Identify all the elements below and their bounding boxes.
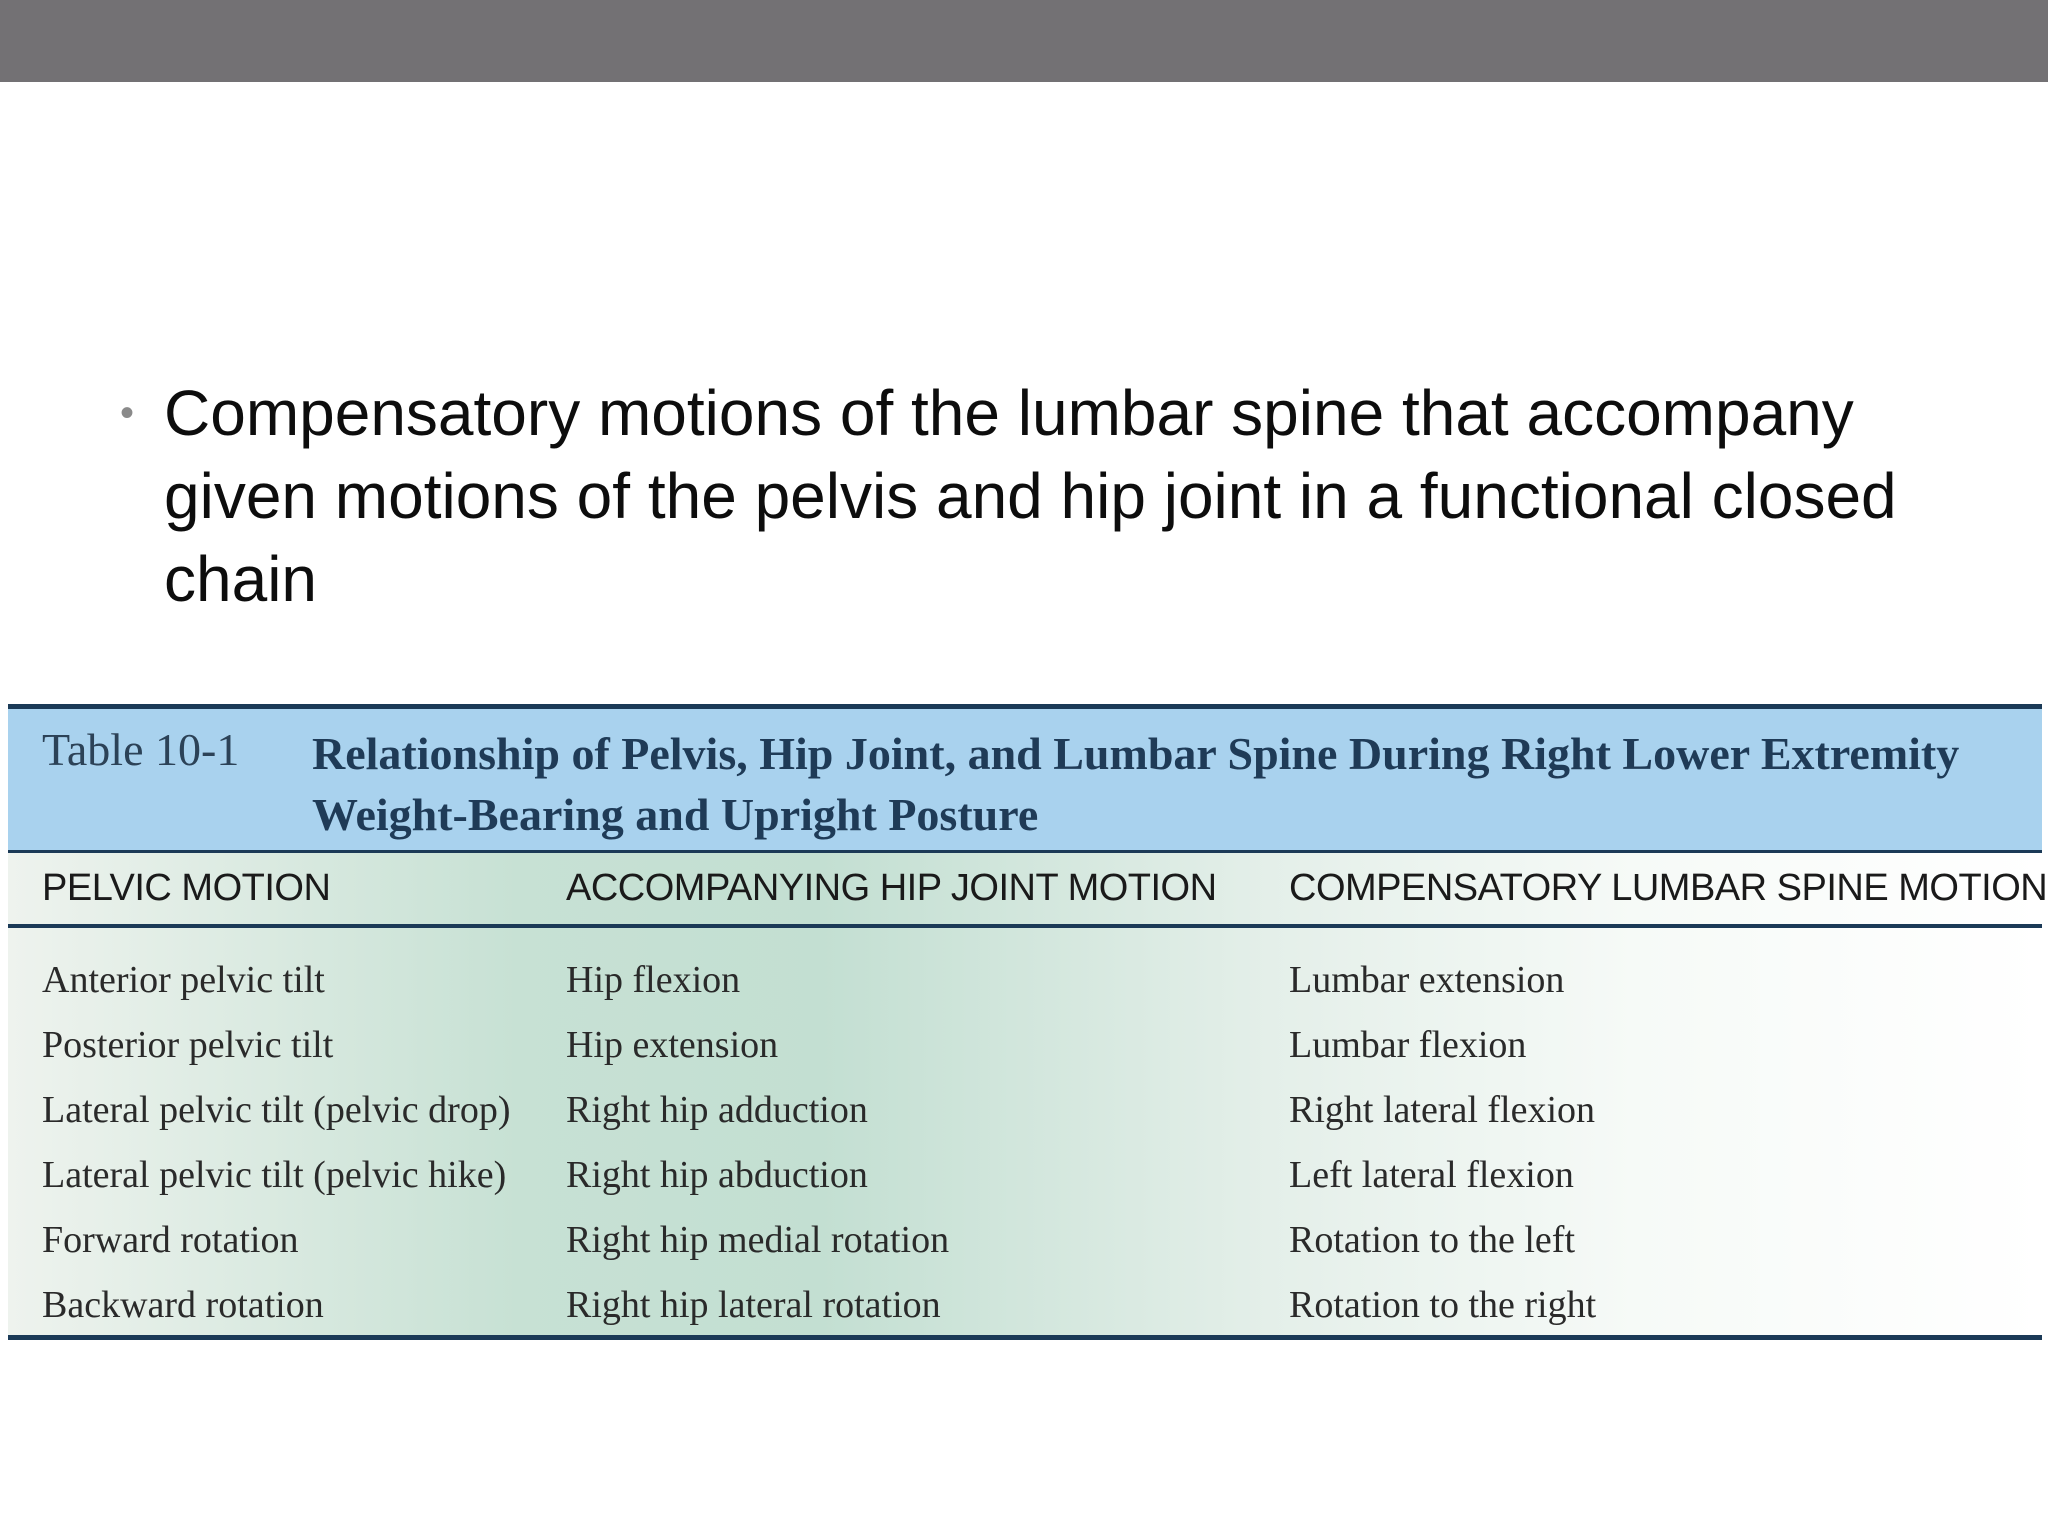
cell-pelvic-motion: Backward rotation	[42, 1284, 324, 1326]
table-row	[8, 948, 2042, 1013]
cell-hip-joint-motion: Right hip abduction	[566, 1154, 868, 1196]
column-header-hip-joint-motion: ACCOMPANYING HIP JOINT MOTION	[566, 867, 1217, 909]
cell-lumbar-spine-motion: Right lateral flexion	[1289, 1089, 1596, 1131]
cell-lumbar-spine-motion: Rotation to the right	[1289, 1284, 1597, 1326]
table-figure	[8, 704, 2048, 1340]
bullet-text: Compensatory motions of the lumbar spine that accompany given motions of the pelvis and hip joint in a functional closed chain	[164, 377, 1897, 615]
cell-hip-joint-motion: Right hip medial rotation	[566, 1219, 950, 1261]
cell-pelvic-motion: Posterior pelvic tilt	[42, 1024, 334, 1066]
cell-lumbar-spine-motion: Rotation to the left	[1289, 1219, 1576, 1261]
table-bottom-rule	[8, 1335, 2042, 1340]
cell-lumbar-spine-motion: Lumbar flexion	[1289, 1024, 1527, 1066]
cell-pelvic-motion: Lateral pelvic tilt (pelvic drop)	[42, 1089, 511, 1131]
table-row	[8, 1273, 2042, 1338]
column-header-row	[8, 850, 2048, 928]
table-title: Relationship of Pelvis, Hip Joint, and Lumbar Spine During Right Lower Extremity Weight-Bearing and Upright Posture	[312, 728, 1960, 840]
table-body	[8, 850, 2048, 1340]
cell-lumbar-spine-motion: Lumbar extension	[1289, 959, 1565, 1001]
table-number: Table 10-1	[42, 724, 240, 775]
cell-pelvic-motion: Lateral pelvic tilt (pelvic hike)	[42, 1154, 507, 1196]
table-row	[8, 1078, 2042, 1143]
cell-hip-joint-motion: Hip extension	[566, 1024, 779, 1066]
table-header-band	[8, 704, 2042, 850]
cell-pelvic-motion: Anterior pelvic tilt	[42, 959, 325, 1001]
cell-lumbar-spine-motion: Left lateral flexion	[1289, 1154, 1574, 1196]
table-row	[8, 1208, 2042, 1273]
table-row	[8, 1143, 2042, 1208]
cell-hip-joint-motion: Right hip adduction	[566, 1089, 868, 1131]
top-bar	[0, 0, 2048, 82]
bullet-item	[120, 372, 1940, 621]
column-header-pelvic-motion: PELVIC MOTION	[42, 867, 331, 909]
table-rows	[8, 928, 2042, 1338]
table-row	[8, 1013, 2042, 1078]
cell-hip-joint-motion: Hip flexion	[566, 959, 741, 1001]
column-header-lumbar-spine-motion: COMPENSATORY LUMBAR SPINE MOTION	[1289, 867, 2048, 909]
cell-pelvic-motion: Forward rotation	[42, 1219, 299, 1261]
cell-hip-joint-motion: Right hip lateral rotation	[566, 1284, 941, 1326]
bullet-dot-icon: •	[120, 391, 135, 435]
